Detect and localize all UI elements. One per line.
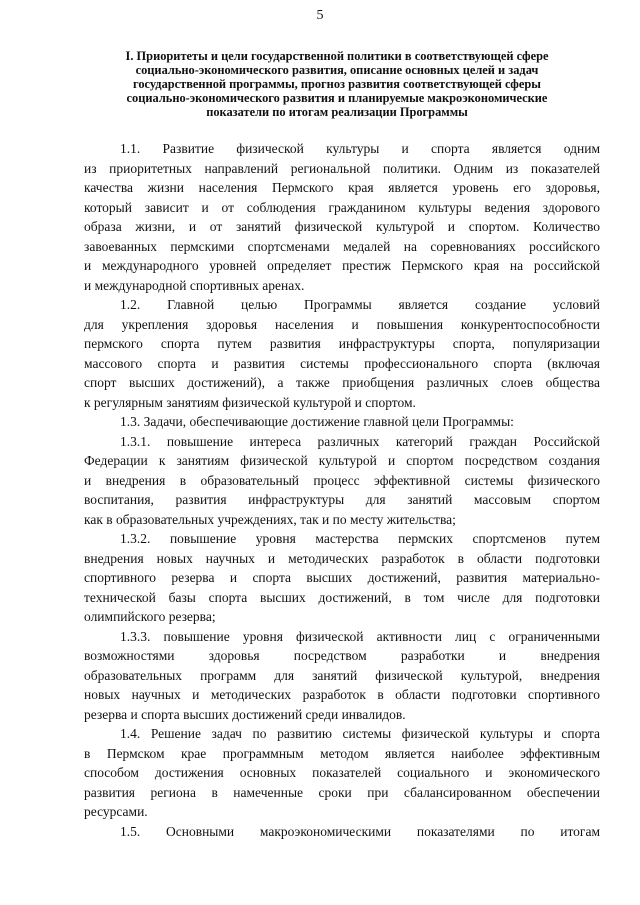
text-line: 1.2. Главной целью Программы является создание условий [120,297,600,312]
text-line: 1.3.3. повышение уровня физической активности лиц с ограниченными [120,628,600,644]
text-line: и международной спортивных аренах. [84,277,305,293]
text-line: образа жизни, и от занятий физической культурой и спортом. Количество [84,219,600,234]
text-line: массового спорта и развития системы профессионального спорта (включая [84,355,600,371]
paragraph-1-3-1 [84,432,600,530]
text-line: технической базы спорта высших достижений, в том числе для подготовки [84,589,600,605]
text-line: 1.3.1. повышение интереса различных категорий граждан Российской [120,433,600,449]
text-line: Федерации к занятиям физической культурой и спортом посредством создания [84,453,600,468]
text-line: пермского спорта путем развития инфраструктуры спорта, популяризации [84,336,600,351]
text-line: новых научных и методических разработок в области подготовки спортивного [84,687,600,702]
paragraph-1-3 [84,412,600,432]
text-line: резерва и спорта высших достижений среди инвалидов. [84,706,406,722]
text-line: развития региона в намеченные сроки при сбалансированном обеспечении [84,784,600,800]
heading-line: социально-экономического развития, описание основных целей и задач [135,63,539,77]
text-line: олимпийского резерва; [84,609,216,624]
paragraph-1-2 [84,295,600,412]
text-line: ресурсами. [84,804,148,819]
text-line: качества жизни населения Пермского края является уровень его здоровья, [84,180,600,195]
paragraph-1-4 [84,724,600,822]
text-line: образовательных программ для занятий физической культурой, внедрения [84,667,600,683]
text-line: завоеванных пермскими спортсменами медалей на соревнованиях российского [84,238,600,254]
text-line: 1.5. Основными макроэкономическими показателями по итогам [120,823,600,839]
text-line: который зависит и от соблюдения гражданином культуры ведения здорового [84,199,600,215]
text-line: и внедрения в образовательный процесс эффективной системы физического [84,472,600,488]
text-line: возможностями здоровья посредством разработки и внедрения [84,648,600,663]
heading-line: государственной программы, прогноз развития соответствующей сферы [133,77,541,91]
paragraph-1-3-2 [84,529,600,627]
paragraph-1-1 [84,139,600,295]
heading-line: социально-экономического развития и планируемые макроэкономические [126,91,548,105]
text-line: как в образовательных учреждениях, так и по месту жительства; [84,511,456,527]
document-body [84,139,600,841]
text-line: воспитания, развития инфраструктуры для занятий массовым спортом [84,492,600,507]
heading-line: I. Приоритеты и цели государственной политики в соответствующей сфере [125,49,549,63]
text-line: 1.3. Задачи, обеспечивающие достижение главной цели Программы: [120,414,514,429]
text-line: из приоритетных направлений региональной политики. Одним из показателей [84,160,600,176]
text-line: спортивного резерва и спорта высших достижений, развития материально- [84,570,600,585]
text-line: спорт высших достижений), а также приобщения различных слоев общества [84,375,600,390]
text-line: способом достижения основных показателей социального и экономического [84,765,600,780]
page-number: 5 [316,8,324,23]
paragraph-1-5 [84,822,600,842]
text-line: 1.3.2. повышение уровня мастерства пермских спортсменов путем [120,531,600,546]
section-heading [72,49,602,119]
paragraph-1-3-3 [84,627,600,725]
text-line: для укрепления здоровья населения и повышения конкурентоспособности [84,316,600,332]
text-line: и международного уровней определяет престиж Пермского края на российской [84,258,600,273]
text-line: к регулярным занятиям физической культурой и спортом. [84,394,416,410]
text-line: внедрения новых научных и методических разработок в области подготовки [84,550,600,566]
text-line: в Пермском крае программным методом является наиболее эффективным [84,745,600,761]
text-line: 1.1. Развитие физической культуры и спорта является одним [120,141,600,156]
heading-line: показатели по итогам реализации Программы [206,105,468,119]
text-line: 1.4. Решение задач по развитию системы физической культуры и спорта [120,726,600,741]
